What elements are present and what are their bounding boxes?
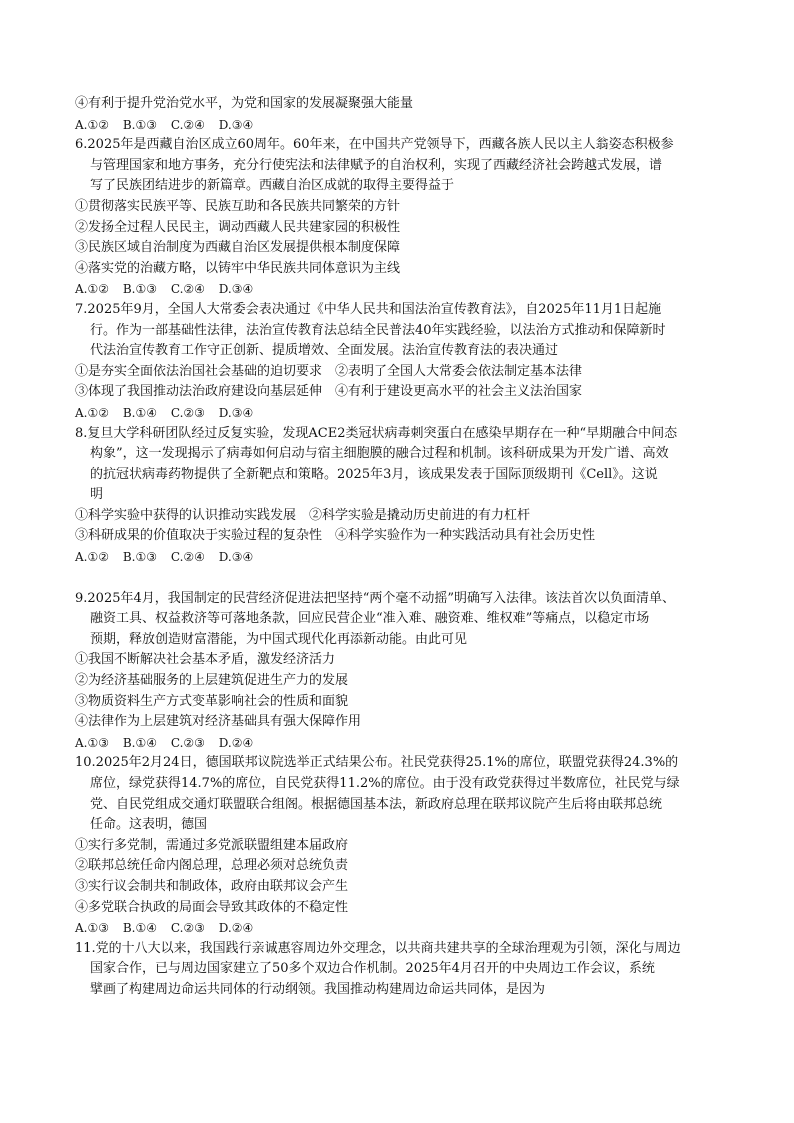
- q5-option-a[interactable]: A.①②: [75, 117, 109, 132]
- q7-option-d[interactable]: D.③④: [218, 405, 254, 420]
- q10-stem-line-3: 党、自民党组成交通灯联盟联合组阁。根据德国基本法，新政府总理在联邦议院产生后将由联邦总统: [90, 796, 663, 812]
- q6-item-1: ①贯彻落实民族平等、民族互助和各民族共同繁荣的方针: [75, 198, 401, 214]
- q11-stem-line-2: 国家合作，已与周边国家建立了50多个双边合作机制。2025年4月召开的中央周边工作会议，系统: [90, 961, 655, 977]
- q5-options: [75, 115, 723, 136]
- q11-stem-line-3: 擘画了构建周边命运共同体的行动纲领。我国推动构建周边命运共同体，是因为: [90, 981, 546, 997]
- q10-stem-line-2: 席位，绿党获得14.7%的席位，自民党获得11.2%的席位。由于没有政党获得过半数席位，社民党与绿: [90, 776, 680, 791]
- q9-item-3: ③物质资料生产方式变革影响社会的性质和面貌: [75, 693, 349, 709]
- q10-option-b[interactable]: B.①④: [122, 921, 157, 936]
- q9-option-c[interactable]: C.②③: [170, 735, 205, 750]
- q7-items-line-1: ①是夯实全面依法治国社会基础的迫切要求 ②表明了全国人大常委会依法制定基本法律: [75, 363, 583, 379]
- q8-stem-line-2: 构象”，这一发现揭示了病毒如何启动与宿主细胞膜的融合过程和机制。该科研成果为开发广谱、高效: [90, 446, 669, 462]
- q7-option-a[interactable]: A.①②: [75, 405, 109, 420]
- q10-item-2: ②联邦总统任命内阁总理，总理必须对总统负责: [75, 858, 349, 874]
- q10-option-d[interactable]: D.②④: [218, 921, 254, 936]
- blank-spacer: [75, 568, 723, 589]
- q6-option-c[interactable]: C.②④: [170, 282, 205, 297]
- q7-option-b[interactable]: B.①④: [122, 405, 157, 420]
- q6-option-b[interactable]: B.①③: [122, 282, 157, 297]
- q7-stem-line-3: 代法治宣传教育工作守正创新、提质增效、全面发展。法治宣传教育法的表决通过: [90, 343, 559, 359]
- q8-option-d[interactable]: D.③④: [218, 550, 254, 565]
- q8-stem-line-3: 的抗冠状病毒药物提供了全新靶点和策略。2025年3月，该成果发表于国际顶级期刊《Cell》。这说: [90, 466, 658, 482]
- q10-stem-line-1: 10.2025年2月24日，德国联邦议院选举正式结果公布。社民党获得25.1%的席位，联盟党获得24.3%的: [75, 755, 679, 771]
- q9-option-d[interactable]: D.②④: [218, 735, 254, 750]
- q9-stem-line-3: 预期，释放创造财富潜能，为中国式现代化再添新动能。由此可见: [90, 631, 468, 647]
- q11-stem-line-1: 11.党的十八大以来，我国践行亲诚惠容周边外交理念，以共商共建共享的全球治理观为引领，深化与周边: [75, 940, 681, 956]
- q10-option-a[interactable]: A.①③: [75, 921, 109, 936]
- q6-item-2: ②发扬全过程人民民主，调动西藏人民共建家园的积极性: [75, 219, 401, 235]
- q10-item-3: ③实行议会制共和制政体，政府由联邦议会产生: [75, 878, 349, 894]
- q9-item-1: ①我国不断解决社会基本矛盾，激发经济活力: [75, 652, 336, 668]
- q5-item-4: ④有利于提升党治党水平，为党和国家的发展凝聚强大能量: [75, 96, 414, 111]
- q6-stem-line-3: 写了民族团结进步的新篇章。西藏自治区成就的取得主要得益于: [90, 178, 455, 194]
- q8-items-line-1: ①科学实验中获得的认识推动实践发展 ②科学实验是撬动历史前进的有力杠杆: [75, 507, 531, 523]
- q5-option-c[interactable]: C.②④: [170, 117, 205, 132]
- q10-item-4: ④多党联合执政的局面会导致其政体的不稳定性: [75, 899, 349, 915]
- q9-options: [75, 733, 723, 754]
- q8-options: [75, 547, 723, 568]
- q7-option-c[interactable]: C.②③: [170, 405, 205, 420]
- q8-stem-line-1: 8.复旦大学科研团队经过反复实验，发现ACE2类冠状病毒刺突蛋白在感染早期存在一种“早期融合中间态: [75, 425, 678, 441]
- q10-option-c[interactable]: C.②③: [170, 921, 205, 936]
- q7-items-line-2: ③体现了我国推动法治政府建设向基层延伸 ④有利于建设更高水平的社会主义法治国家: [75, 384, 583, 400]
- q6-option-a[interactable]: A.①②: [75, 282, 109, 297]
- q7-stem-line-2: 行。作为一部基础性法律，法治宣传教育法总结全民普法40年实践经验，以法治方式推动和保障新时: [90, 322, 666, 338]
- q7-stem-line-1: 7.2025年9月，全国人大常委会表决通过《中华人民共和国法治宣传教育法》，自2025年11月1日起施: [75, 301, 662, 317]
- exam-page: [75, 94, 723, 1001]
- q10-options: [75, 918, 723, 939]
- q10-stem-line-4: 任命。这表明，德国: [90, 817, 208, 833]
- q9-option-b[interactable]: B.①④: [122, 735, 157, 750]
- q8-items-line-2: ③科研成果的价值取决于实验过程的复杂性 ④科学实验作为一种实践活动具有社会历史性: [75, 528, 596, 544]
- q9-stem-line-2: 融资工具、权益救济等可落地条款，回应民营企业“准入难、融资难、维权难”等痛点，以稳定市场: [90, 611, 650, 627]
- q6-item-3: ③民族区域自治制度为西藏自治区发展提供根本制度保障: [75, 240, 401, 256]
- q9-option-a[interactable]: A.①③: [75, 735, 109, 750]
- q8-option-a[interactable]: A.①②: [75, 550, 109, 565]
- q6-options: [75, 279, 723, 300]
- q6-stem-line-2: 与管理国家和地方事务，充分行使宪法和法律赋予的自治权利，实现了西藏经济社会跨越式发展，谱: [90, 157, 663, 173]
- q5-option-d[interactable]: D.③④: [218, 117, 254, 132]
- q7-options: [75, 403, 723, 424]
- q6-option-d[interactable]: D.③④: [218, 282, 254, 297]
- q9-item-4: ④法律作为上层建筑对经济基础具有强大保障作用: [75, 714, 362, 730]
- q8-stem-line-4: 明: [90, 487, 104, 503]
- q8-option-b[interactable]: B.①③: [122, 550, 157, 565]
- q5-option-b[interactable]: B.①③: [122, 117, 157, 132]
- q10-item-1: ①实行多党制，需通过多党派联盟组建本届政府: [75, 837, 349, 853]
- q6-stem-line-1: 6.2025年是西藏自治区成立60周年。60年来，在中国共产党领导下，西藏各族人民以主人翁姿态积极参: [75, 137, 674, 153]
- q8-option-c[interactable]: C.②④: [170, 550, 205, 565]
- q9-stem-line-1: 9.2025年4月，我国制定的民营经济促进法把坚持“两个毫不动摇”明确写入法律。该法首次以负面清单、: [75, 590, 676, 606]
- q6-item-4: ④落实党的治藏方略，以铸牢中华民族共同体意识为主线: [75, 260, 401, 276]
- q9-item-2: ②为经济基础服务的上层建筑促进生产力的发展: [75, 673, 349, 689]
